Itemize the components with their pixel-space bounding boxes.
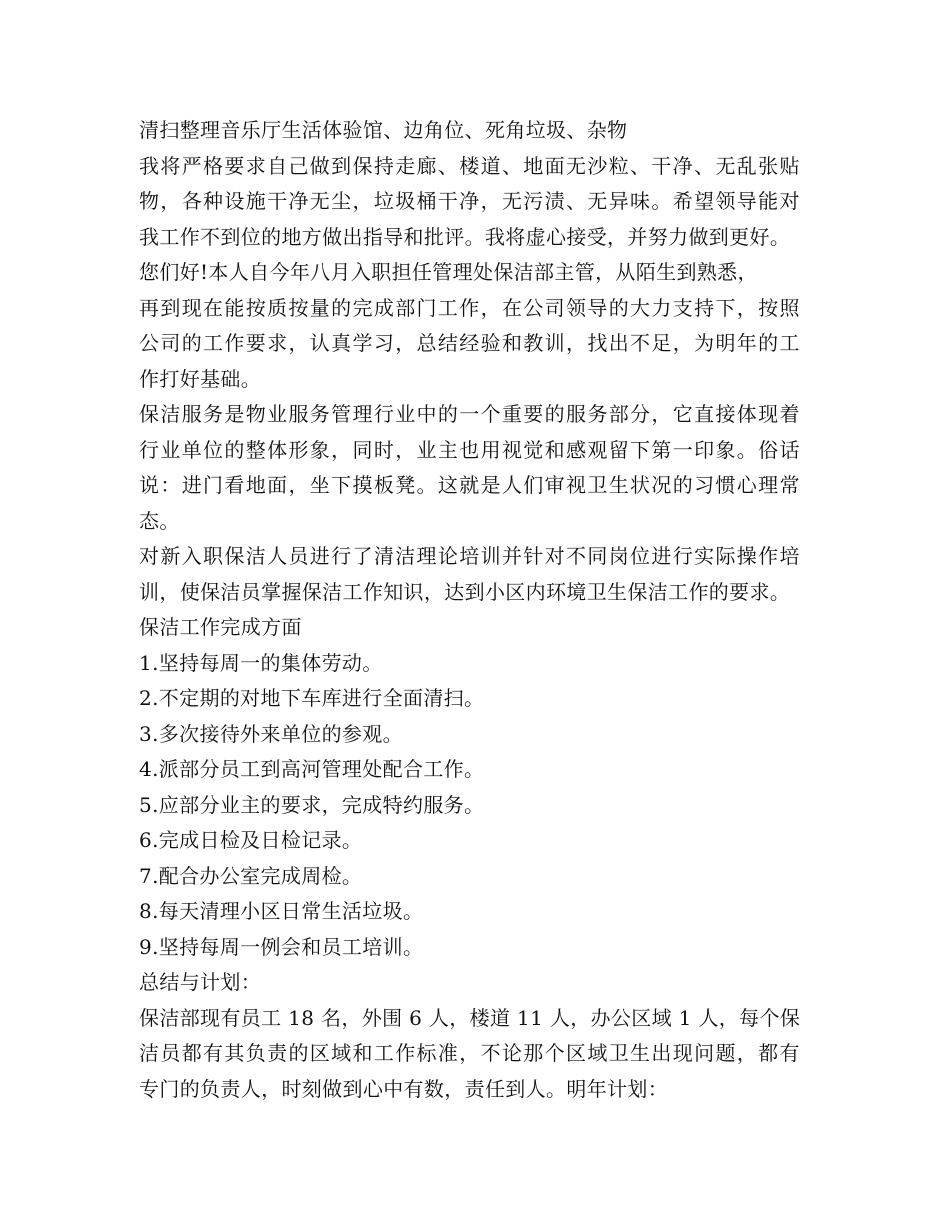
text-line: 我工作不到位的地方做出指导和批评。我将虚心接受，并努力做到更好。 (139, 224, 791, 249)
list-item: 1.坚持每周一的集体劳动。 (139, 650, 383, 675)
list-item: 3.多次接待外来单位的参观。 (139, 721, 403, 746)
text-line: 我将严格要求自己做到保持走廊、楼道、地面无沙粒、干净、无乱张贴 (139, 153, 801, 178)
text-line: 保洁部现有员工 18 名，外围 6 人，楼道 11 人，办公区域 1 人，每个保 (139, 1005, 801, 1030)
document-body (139, 113, 829, 1107)
text-line: 公司的工作要求，认真学习，总结经验和教训，找出不足，为明年的工 (139, 331, 801, 355)
text-line: 对新入职保洁人员进行了清洁理论培训并针对不同岗位进行实际操作培 (139, 544, 801, 568)
text-line: 物，各种设施干净无尘，垃圾桶干净，无污渍、无异味。希望领导能对 (139, 189, 801, 213)
list-item: 6.完成日检及日检记录。 (139, 828, 363, 852)
list-item: 7.配合办公室完成周检。 (139, 863, 363, 888)
text-line: 保洁服务是物业服务管理行业中的一个重要的服务部分，它直接体现着 (139, 402, 801, 426)
list-item: 9.坚持每周一例会和员工培训。 (139, 934, 424, 959)
text-line: 您们好!本人自今年八月入职担任管理处保洁部主管，从陌生到熟悉， (139, 260, 758, 284)
list-item: 2.不定期的对地下车库进行全面清扫。 (139, 686, 485, 710)
text-line: 清扫整理音乐厅生活体验馆、边角位、死角垃圾、杂物 (139, 118, 628, 142)
text-line: 态。 (139, 508, 180, 533)
text-line: 行业单位的整体形象，同时，业主也用视觉和感观留下第一印象。俗话 (139, 437, 801, 462)
text-line: 专门的负责人，时刻做到心中有数，责任到人。明年计划： (139, 1076, 669, 1101)
list-item: 5.应部分业主的要求，完成特约服务。 (139, 792, 485, 817)
text-line: 再到现在能按质按量的完成部门工作，在公司领导的大力支持下，按照 (139, 295, 801, 320)
list-item: 8.每天清理小区日常生活垃圾。 (139, 899, 424, 923)
text-line: 训，使保洁员掌握保洁工作知识，达到小区内环境卫生保洁工作的要求。 (139, 579, 791, 604)
section-heading: 保洁工作完成方面 (139, 615, 302, 639)
text-line: 作打好基础。 (139, 366, 262, 391)
text-line: 洁员都有其负责的区域和工作标准，不论那个区域卫生出现问题，都有 (139, 1041, 801, 1065)
list-item: 4.派部分员工到高河管理处配合工作。 (139, 757, 485, 781)
text-line: 说：进门看地面，坐下摸板凳。这就是人们审视卫生状况的习惯心理常 (139, 473, 801, 497)
section-heading: 总结与计划： (139, 970, 262, 994)
